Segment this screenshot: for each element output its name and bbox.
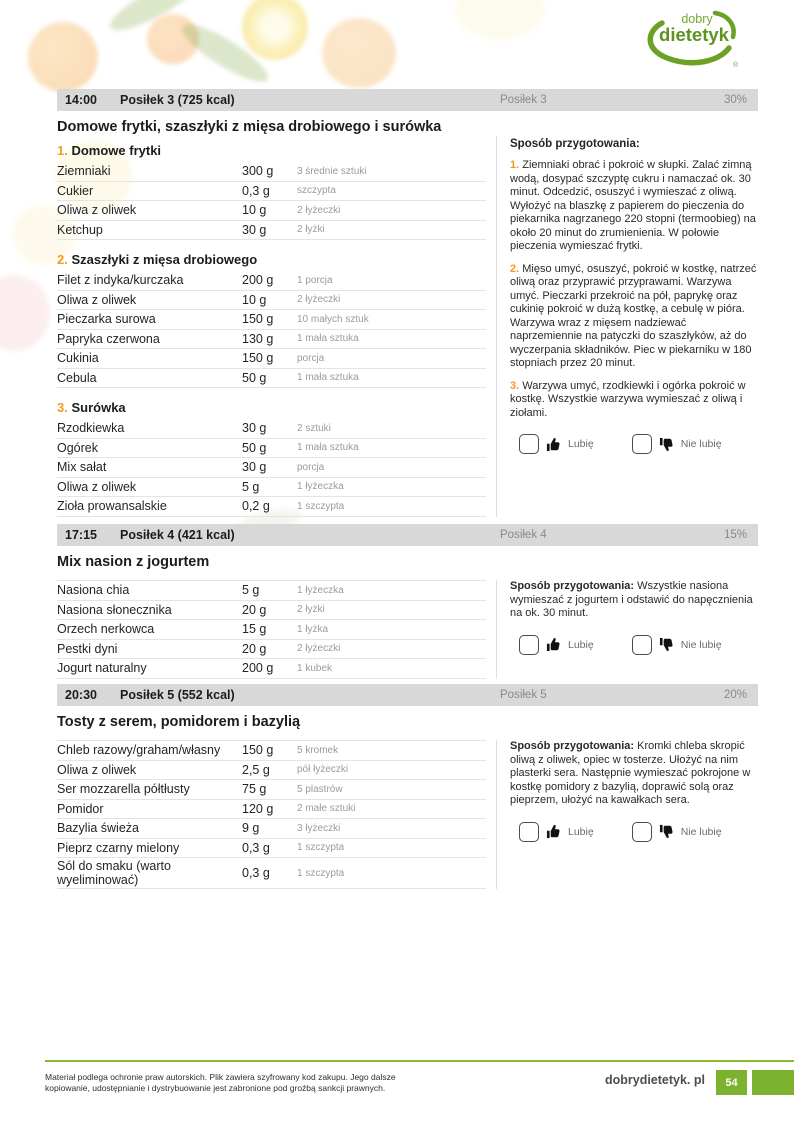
ingredient-table [57,162,486,240]
meal-header-bar [57,684,758,706]
like-checkbox[interactable] [519,635,539,655]
ingredient-amount: 75 g [242,782,267,797]
dish-title: Mix nasion z jogurtem [57,554,210,570]
like-dislike-row [519,434,757,454]
ingredient-amount: 30 g [242,222,267,237]
decor-yellow-far [455,0,545,40]
ingredient-name: Cukinia [57,351,99,366]
decor-grapefruit [0,275,50,351]
thumb-up-icon [546,824,561,839]
ingredient-name: Papryka czerwona [57,331,160,346]
meal-time: 17:15 [65,528,97,542]
group-heading [57,252,486,267]
like-dislike-row [519,635,757,655]
meal-percent: 30% [723,94,747,106]
prep-heading: Sposób przygotowania: [510,138,640,150]
ingredient-row [57,271,486,291]
ingredient-measure: 1 łyżeczka [297,481,344,493]
ingredient-row [57,478,486,498]
ingredient-measure: 1 szczypta [297,500,345,512]
ingredient-name: Cukier [57,183,94,198]
meal-name-right: Posiłek 3 [500,94,547,106]
preparation-column [497,580,757,679]
group-number: 1. [57,143,68,158]
ingredient-row [57,659,486,679]
prep-paragraph [510,580,757,621]
ingredient-amount: 150 g [242,351,274,366]
ingredient-name: Nasiona słonecznika [57,602,172,617]
ingredient-row [57,369,486,389]
like-checkbox[interactable] [519,434,539,454]
ingredient-amount: 150 g [242,312,274,327]
like-option[interactable] [519,822,594,842]
dislike-option[interactable] [632,434,722,454]
ingredient-amount: 0,3 g [242,866,270,880]
ingredient-name: Ketchup [57,222,103,237]
ingredient-row [57,761,486,781]
dish-title: Tosty z serem, pomidorem i bazylią [57,714,301,730]
like-checkbox[interactable] [519,822,539,842]
decor-orange-right [322,18,396,88]
dislike-option[interactable] [632,635,722,655]
ingredient-name: Orzech nerkowca [57,622,155,637]
step-number: 1. [510,159,520,171]
ingredients-column [57,580,497,679]
step-text: Mięso umyć, osuszyć, pokroić w kostkę, natrzeć oliwą oraz przyprawić przyprawami. Warzywa umyć. Pieczarki przekroić na pół, paprykę oraz cukinię pokroić w dużą kostkę, a cebulę w pióra. Warzywa wraz z mięsem nadziewać naprzemiennie na patyczki do szaszłyków, aż do wyczerpania składników. Piec w piekarniku w 180 stopniach przez 20 minut. [510,262,757,369]
preparation-column [497,136,757,517]
meal-header-bar [57,89,758,111]
ingredient-amount: 15 g [242,622,267,637]
ingredient-measure: 10 małych sztuk [297,313,369,325]
prep-step [510,380,757,421]
ingredient-group [57,143,486,240]
ingredient-amount: 150 g [242,743,274,758]
ingredient-measure: 1 porcja [297,274,333,286]
decor-citrus-slice [242,0,308,60]
like-label: Lubię [568,825,594,838]
prep-heading: Sposób przygotowania: [510,740,635,752]
copyright-notice [45,1072,475,1094]
dobry-dietetyk-logo-icon [640,7,740,73]
group-name: Domowe frytki [71,143,162,158]
ingredient-measure: 1 łyżka [297,623,329,635]
registered-mark: ® [733,62,739,69]
ingredient-measure: 2 łyżeczki [297,643,341,655]
copyright-line-2: kopiowanie, udostępnianie i dystrybuowanie jest zabronione pod groźbą sankcji prawnych. [45,1083,386,1093]
ingredient-amount: 0,2 g [242,499,270,514]
ingredient-row [57,439,486,459]
ingredient-amount: 9 g [242,821,260,836]
ingredient-name: Cebula [57,370,97,385]
ingredient-measure: 2 łyżeczki [297,294,341,306]
ingredient-name: Mix sałat [57,460,107,475]
ingredient-row [57,419,486,439]
ingredient-measure: 2 łyżki [297,224,325,236]
ingredient-amount: 200 g [242,661,274,676]
ingredient-name: Oliwa z oliwek [57,479,137,494]
ingredient-measure: 2 sztuki [297,422,331,434]
thumb-up-icon [546,437,561,452]
ingredient-group [57,400,486,517]
meal-percent: 15% [723,529,747,541]
ingredient-row [57,839,486,859]
ingredient-amount: 20 g [242,641,267,656]
ingredient-measure: 3 średnie sztuki [297,165,367,177]
ingredient-measure: 1 łyżeczka [297,584,344,596]
ingredient-measure: 5 kromek [297,744,339,756]
dislike-option[interactable] [632,822,722,842]
ingredient-row [57,201,486,221]
dislike-label: Nie lubię [680,438,722,450]
prep-paragraph [510,740,757,808]
meal-section-posilek-4 [57,524,758,679]
meal-title-kcal: Posiłek 5 (552 kcal) [120,688,235,702]
ingredient-amount: 50 g [242,440,267,455]
meal-section-posilek-3 [57,89,758,517]
ingredient-row [57,581,486,601]
meal-time: 20:30 [65,688,97,702]
ingredient-row [57,162,486,182]
ingredient-amount: 20 g [242,602,267,617]
ingredient-name: Nasiona chia [57,583,130,598]
step-text: Warzywa umyć, rzodkiewki i ogórka pokroić w kostkę. Wszystkie warzywa wymieszać z oliwą i ziołami. [510,379,746,419]
ingredient-measure: 2 łyżki [297,604,325,616]
ingredient-amount: 5 g [242,583,260,598]
ingredient-amount: 30 g [242,460,267,475]
prep-step [510,263,757,371]
ingredient-row [57,620,486,640]
ingredient-measure: szczypta [297,185,336,197]
like-label: Lubię [568,438,594,450]
copyright-line-1: Materiał podlega ochronie praw autorskich. Plik zawiera szyfrowany kod zakupu. Jego dalsze [45,1072,396,1082]
ingredient-row [57,640,486,660]
dislike-checkbox[interactable] [632,434,652,454]
ingredient-measure: 1 mała sztuka [297,372,359,384]
thumb-down-icon [659,437,674,452]
group-name: Surówka [71,400,126,415]
thumb-up-icon [546,637,561,652]
dish-title: Domowe frytki, szaszłyki z mięsa drobiowego i surówka [57,119,442,135]
thumb-down-icon [659,637,674,652]
prep-text: Kromki chleba skropić oliwą z oliwek, opiec w tosterze. Ułożyć na nim plasterki sera. Następnie wymieszać pokrojone w kostkę pomidory z bazylią, doprawić solą oraz pieprzem, ułożyć na kawałkach sera. [510,740,751,806]
ingredient-measure: 1 mała sztuka [297,442,359,454]
ingredient-name: Oliwa z oliwek [57,292,137,307]
ingredient-name: Pieczarka surowa [57,312,156,327]
ingredient-measure: 2 łyżeczki [297,204,341,216]
like-dislike-row [519,822,757,842]
like-label: Lubię [568,638,594,651]
ingredient-name: Sól do smaku (warto wyeliminować) [57,859,171,887]
meal-time: 14:00 [65,93,97,107]
ingredient-row [57,497,486,517]
ingredient-row [57,458,486,478]
ingredient-measure: pół łyżeczki [297,764,349,776]
prep-step [510,159,757,254]
page-number-badge: 54 [716,1070,747,1095]
ingredient-table [57,271,486,388]
ingredient-measure: 1 mała sztuka [297,333,359,345]
preparation-column [497,740,757,889]
meal-header-bar [57,524,758,546]
ingredient-row [57,310,486,330]
ingredient-name: Pestki dyni [57,641,118,656]
ingredient-row [57,601,486,621]
ingredient-name: Chleb razowy/graham/własny [57,743,221,758]
thumb-down-icon [659,824,674,839]
ingredient-row [57,741,486,761]
ingredient-amount: 2,5 g [242,762,270,777]
ingredient-amount: 10 g [242,203,267,218]
ingredient-measure: 1 szczypta [297,842,345,854]
step-number: 3. [510,379,520,392]
logo-word-1: dobry [681,12,713,26]
ingredient-row [57,182,486,202]
prep-text: Wszystkie nasiona wymieszać z jogurtem i odstawić do napęcznienia na ok. 30 minut. [510,580,753,619]
meal-name-right: Posiłek 4 [500,529,547,541]
dislike-label: Nie lubię [680,638,722,651]
ingredient-amount: 5 g [242,479,260,494]
ingredient-measure: 2 małe sztuki [297,803,356,815]
ingredient-amount: 120 g [242,801,274,816]
ingredient-amount: 200 g [242,273,274,288]
step-number: 2. [510,262,520,275]
group-heading [57,400,486,415]
group-number: 3. [57,400,68,415]
group-name: Szaszłyki z mięsa drobiowego [71,252,258,267]
ingredient-row [57,330,486,350]
ingredient-amount: 0,3 g [242,840,270,855]
ingredient-amount: 0,3 g [242,183,270,198]
ingredient-row [57,819,486,839]
ingredient-name: Filet z indyka/kurczaka [57,273,184,288]
ingredient-table [57,740,486,889]
website-label: dobrydietetyk. pl [604,1073,705,1087]
ingredients-column [57,740,497,889]
ingredient-row [57,858,486,889]
ingredient-name: Rzodkiewka [57,421,125,436]
meal-percent: 20% [723,689,747,701]
ingredient-row [57,800,486,820]
ingredient-name: Ser mozzarella półtłusty [57,782,190,797]
ingredient-row [57,780,486,800]
brand-logo [640,7,740,78]
ingredient-amount: 300 g [242,164,274,179]
footer-divider-line [45,1060,794,1062]
ingredient-name: Pomidor [57,801,104,816]
ingredient-row [57,291,486,311]
like-option[interactable] [519,635,594,655]
ingredient-name: Ogórek [57,440,98,455]
ingredient-measure: 3 łyżeczki [297,822,341,834]
ingredient-row [57,349,486,369]
prep-heading: Sposób przygotowania: [510,580,635,592]
group-heading [57,143,486,158]
logo-word-2: dietetyk [659,24,729,45]
ingredient-name: Jogurt naturalny [57,661,147,676]
dislike-checkbox[interactable] [632,635,652,655]
ingredient-name: Oliwa z oliwek [57,762,137,777]
meal-title-kcal: Posiłek 3 (725 kcal) [120,93,235,107]
meal-title-kcal: Posiłek 4 (421 kcal) [120,528,235,542]
ingredient-amount: 30 g [242,421,267,436]
ingredient-name: Oliwa z oliwek [57,203,137,218]
ingredient-measure: 5 plastrów [297,783,343,795]
ingredients-column [57,136,497,517]
ingredient-group [57,252,486,388]
ingredient-measure: 1 szczypta [297,867,345,879]
ingredient-name: Bazylia świeża [57,821,139,836]
ingredient-name: Pieprz czarny mielony [57,840,180,855]
ingredient-name: Ziemniaki [57,164,111,179]
dislike-label: Nie lubię [680,825,722,838]
decor-orange-left [28,22,98,92]
dislike-checkbox[interactable] [632,822,652,842]
ingredient-amount: 130 g [242,331,274,346]
like-option[interactable] [519,434,594,454]
footer-green-bar [752,1070,794,1095]
meal-name-right: Posiłek 5 [500,689,547,701]
step-text: Ziemniaki obrać i pokroić w słupki. Zalać zimną wodą, dosypać szczyptę cukru i namaczać ok. 30 minut. Odcedzić, osuszyć i wymieszać z oliwą. Wyłożyć na blaszkę z papierem do pieczenia do piekarnika nagrzanego 220 stopni (termoobieg) na około 20 minut do zrumienienia. W połowie pieczenia wymieszać frytki. [510,159,756,252]
ingredient-table [57,580,486,679]
ingredient-name: Zioła prowansalskie [57,499,167,514]
ingredient-amount: 10 g [242,292,267,307]
ingredient-measure: porcja [297,352,325,364]
ingredient-amount: 50 g [242,370,267,385]
ingredient-measure: 1 kubek [297,662,333,674]
group-number: 2. [57,252,68,267]
ingredient-row [57,221,486,241]
ingredient-measure: porcja [297,461,325,473]
meal-section-posilek-5 [57,684,758,889]
ingredient-table [57,419,486,517]
